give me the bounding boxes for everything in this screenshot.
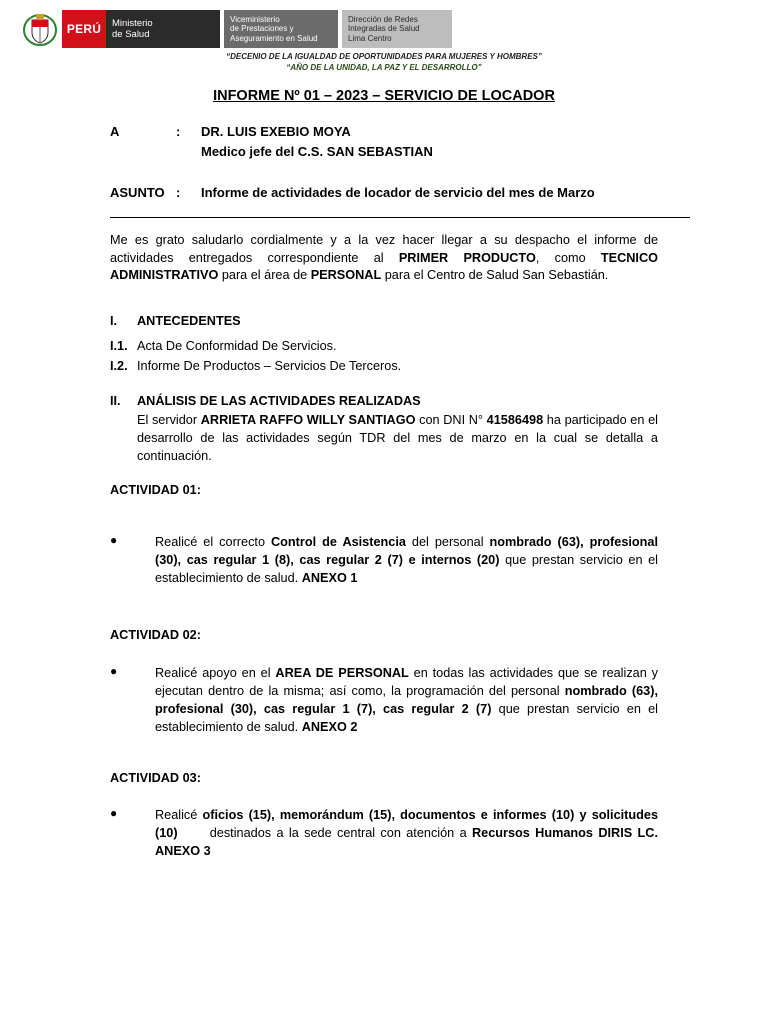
item-1-1-number: I.1. [110,339,128,353]
year-motto: “AÑO DE LA UNIDAD, LA PAZ Y EL DESARROLLO” [286,63,482,72]
peru-logo: PERÚ [62,10,106,48]
institutional-header [22,10,452,48]
intro-paragraph: Me es grato saludarlo cordialmente y a la vez hacer llegar a su despacho el informe de actividades entregados correspondiente al PRIMER PRODUCTO, como TECNICO ADMINISTRATIVO para el área de PERSONAL para el Centro de Salud San Sebastián. [110,233,658,282]
to-label: A [110,124,120,139]
ministerio-logo: Ministerio de Salud [106,10,220,48]
activity-1-bullet: ● [110,533,118,547]
to-colon: : [176,124,181,139]
activity-2-text: Realicé apoyo en el AREA DE PERSONAL en todas las actividades que se realizan y ejecutan dentro de la misma; así como, la programación del personal nombrado (63), profesional (30), cas regular 1 (7), cas regular 2 (7) que prestan servicio en el establecimiento de salud. ANEXO 2 [155,666,659,734]
item-1-1-text: Acta De Conformidad De Servicios. [137,339,337,353]
activity-2-title: ACTIVIDAD 02: [110,628,201,642]
section-1-title: ANTECEDENTES [137,314,241,328]
decenio-motto: “DECENIO DE LA IGUALDAD DE OPORTUNIDADES PARA MUJERES Y HOMBRES” [226,52,542,61]
item-1-2-number: I.2. [110,359,128,373]
peru-coat-of-arms-icon [22,10,58,48]
section-2-number: II. [110,394,121,408]
recipient-role: Medico jefe del C.S. SAN SEBASTIAN [201,144,433,159]
viceministerio-label: Viceministerio de Prestaciones y Aseguramiento en Salud [224,10,338,48]
activity-3-bullet: ● [110,806,118,820]
document-title: INFORME Nº 01 – 2023 – SERVICIO DE LOCADOR [213,88,555,104]
header-divider [110,217,690,218]
section-1-number: I. [110,314,118,328]
recipient-name: DR. LUIS EXEBIO MOYA [201,124,351,139]
section-2-paragraph: El servidor ARRIETA RAFFO WILLY SANTIAGO con DNI N° 41586498 ha participado en el desarrollo de las actividades según TDR del mes de marzo en la cual se detalla a continuación. [137,413,658,463]
activity-3-title: ACTIVIDAD 03: [110,771,201,785]
subject-colon: : [176,185,181,200]
section-2-title: ANÁLISIS DE LAS ACTIVIDADES REALIZADAS [137,394,421,408]
subject-text: Informe de actividades de locador de servicio del mes de Marzo [201,185,595,200]
activity-1-text: Realicé el correcto Control de Asistencia del personal nombrado (63), profesional (30), cas regular 1 (8), cas regular 2 (7) e internos (20) que prestan servicio en el establecimiento de salud. ANEXO 1 [155,535,658,585]
activity-3-text: Realicé oficios (15), memorándum (15), documentos e informes (10) y solicitudes (10) destinados a la sede central con atención a Recursos Humanos DIRIS LC. ANEXO 3 [155,808,662,858]
activity-1-title: ACTIVIDAD 01: [110,483,201,497]
subject-label: ASUNTO [110,185,165,200]
item-1-2-text: Informe De Productos – Servicios De Terceros. [137,359,402,373]
diris-label: Dirección de Redes Integradas de Salud Lima Centro [342,10,452,48]
activity-2-bullet: ● [110,664,118,678]
